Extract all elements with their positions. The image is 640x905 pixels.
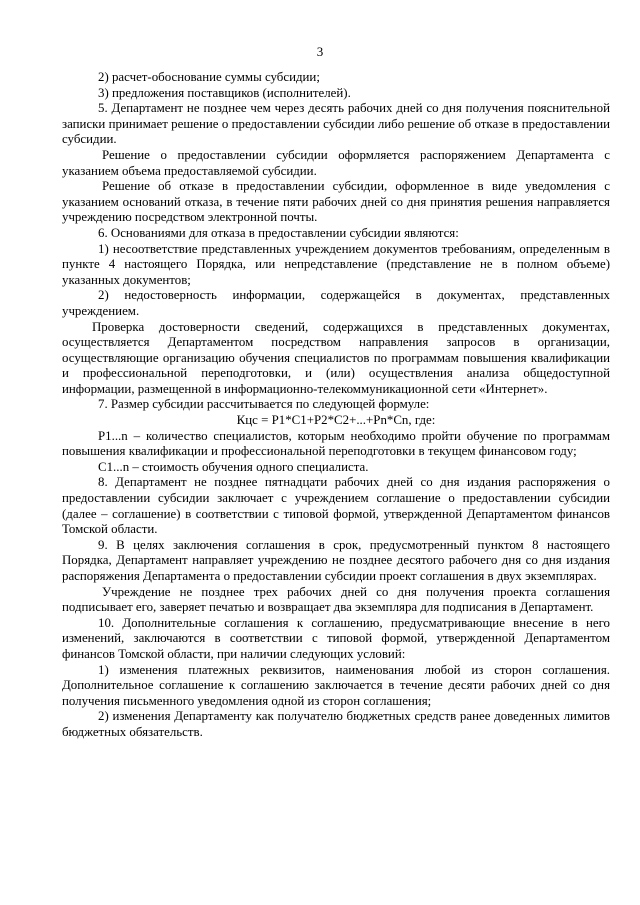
paragraph: 3) предложения поставщиков (исполнителей). (98, 85, 351, 100)
paragraph: 5. Департамент не позднее чем через десять рабочих дней со дня получения пояснительной записки принимает решение о предоставлении субсидии либо решение об отказе в предоставлении субсидии. (62, 101, 610, 147)
paragraph: 2) недостоверность информации, содержащейся в документах, представленных учреждением. (62, 288, 610, 318)
paragraph: 9. В целях заключения соглашения в срок, предусмотренный пунктом 8 настоящего Порядка, Департамент направляет учреждению не позднее десятого рабочего дня со дня издания распоряжения Департамента о предоставлении субсидии проект соглашения в двух экземплярах. (62, 537, 610, 583)
paragraph: 2) расчет-обоснование суммы субсидии; (98, 70, 320, 84)
paragraph: 8. Департамент не позднее пятнадцати рабочих дней со дня издания распоряжения о предоставлении субсидии заключает с учреждением соглашение о предоставлении субсидии (далее – соглашение) в соответствии с типовой формой, утвержденной Департаментом финансов Томской области. (62, 475, 610, 537)
document-body (62, 70, 610, 741)
paragraph: Проверка достоверности сведений, содержащихся в представленных документах, осуществляется Департаментом посредством направления запросов в организации, осуществляющие организацию обучения специалистов по программам повышения квалификации и профессиональной переподготовки, и (или) осуществления анализа общедоступной информации, размещенной в информационно-телекоммуникационной сети «Интернет». (62, 319, 610, 396)
paragraph: Решение об отказе в предоставлении субсидии, оформленное в виде уведомления с указанием оснований отказа, в течение пяти рабочих дней со дня принятия решения направляется учреждению посредством электронной почты. (62, 179, 610, 225)
paragraph: Учреждение не позднее трех рабочих дней со дня получения проекта соглашения подписывает его, заверяет печатью и возвращает два экземпляра для подписания в Департамент. (62, 584, 610, 615)
formula: Кцс = Р1*С1+Р2*С2+...+Рn*Сn, где: (236, 413, 436, 428)
paragraph: 1) изменения платежных реквизитов, наименования любой из сторон соглашения. Дополнительное соглашение к соглашению заключается в течение десяти рабочих дней со дня получения письменного уведомления одной из сторон соглашения; (62, 662, 610, 708)
paragraph: Р1...n – количество специалистов, которым необходимо пройти обучение по программам повышения квалификации и профессиональной переподготовки в текущем финансовом году; (62, 428, 610, 459)
paragraph: 6. Основаниями для отказа в предоставлении субсидии являются: (98, 225, 459, 240)
paragraph: С1...n – стоимость обучения одного специалиста. (98, 459, 369, 474)
paragraph: Решение о предоставлении субсидии оформляется распоряжением Департамента с указанием объема предоставляемой субсидии. (62, 147, 610, 178)
paragraph: 7. Размер субсидии рассчитывается по следующей формуле: (98, 397, 430, 412)
page-number: 3 (316, 44, 324, 59)
paragraph: 1) несоответствие представленных учреждением документов требованиям, определенным в пункте 4 настоящего Порядка, или непредставление (представление не в полном объеме) указанных документов; (62, 241, 610, 287)
paragraph: 10. Дополнительные соглашения к соглашению, предусматривающие внесение в него изменений, заключаются в соответствии с типовой формой, утвержденной Департаментом финансов Томской области, при наличии следующих условий: (62, 615, 610, 661)
paragraph: 2) изменения Департаменту как получателю бюджетных средств ранее доведенных лимитов бюджетных обязательств. (62, 709, 610, 739)
